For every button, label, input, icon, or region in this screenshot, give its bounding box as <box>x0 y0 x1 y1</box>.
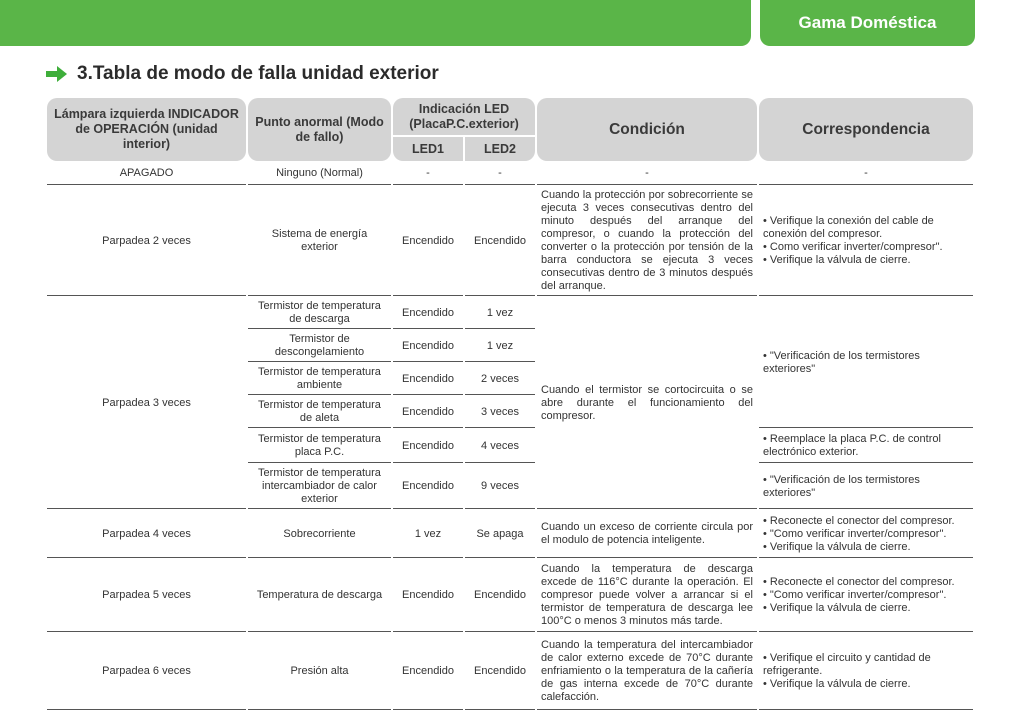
header-condition: Condición <box>537 98 757 161</box>
correspondence-item: • Verifique la válvula de cierre. <box>763 540 911 553</box>
table-row <box>47 634 973 710</box>
led1-cell: Encendido <box>393 331 463 362</box>
section-heading <box>45 60 439 88</box>
condition-cell: - <box>537 163 757 185</box>
correspondence-cell: • "Verificación de los termistores exteriores" <box>759 298 973 428</box>
led2-cell: Encendido <box>465 634 535 710</box>
correspondence-item: • Verifique la válvula de cierre. <box>763 678 911 690</box>
correspondence-cell <box>759 187 973 296</box>
arrow-right-icon <box>45 64 69 84</box>
condition-cell: Cuando la temperatura de descarga excede de 116°C durante la operación. El compresor puede volver a arrancar si el termistor de temperatura de descarga lee 100°C o menos 3 minutos más tarde. <box>537 560 757 632</box>
correspondence-item: • Reconecte el conector del compresor. <box>763 514 955 527</box>
fault-mode-table <box>45 96 975 712</box>
point-cell: Termistor de descongelamiento <box>248 331 391 362</box>
led1-cell: Encendido <box>393 560 463 632</box>
lamp-cell: Parpadea 4 veces <box>47 511 246 558</box>
table-row <box>47 187 973 296</box>
led1-cell: 1 vez <box>393 511 463 558</box>
correspondence-cell: • "Verificación de los termistores exteriores" <box>759 465 973 509</box>
correspondence-cell: • Reemplace la placa P.C. de control electrónico exterior. <box>759 430 973 463</box>
lamp-cell: Parpadea 2 veces <box>47 187 246 296</box>
point-cell: Sistema de energía exterior <box>248 187 391 296</box>
correspondence-cell <box>759 634 973 710</box>
led1-cell: Encendido <box>393 187 463 296</box>
header-lamp: Lámpara izquierda INDICADOR de OPERACIÓN (unidad interior) <box>47 98 246 161</box>
led1-cell: Encendido <box>393 465 463 509</box>
table-row <box>47 560 973 632</box>
correspondence-cell: - <box>759 163 973 185</box>
led2-cell: 4 veces <box>465 430 535 463</box>
brand-tab: Gama Doméstica <box>760 0 975 46</box>
point-cell: Presión alta <box>248 634 391 710</box>
led2-cell: 2 veces <box>465 364 535 395</box>
led1-cell: Encendido <box>393 397 463 428</box>
condition-cell: Cuando un exceso de corriente circula por el modulo de potencia inteligente. <box>537 511 757 558</box>
correspondence-item: • "Como verificar inverter/compresor". <box>763 527 947 540</box>
led2-cell: 1 vez <box>465 298 535 329</box>
lamp-cell: Parpadea 5 veces <box>47 560 246 632</box>
led1-cell: Encendido <box>393 298 463 329</box>
led1-cell: Encendido <box>393 634 463 710</box>
point-cell: Termistor de temperatura intercambiador de calor exterior <box>248 465 391 509</box>
led2-cell: Se apaga <box>465 511 535 558</box>
header-led1: LED1 <box>393 137 463 161</box>
point-cell: Termistor de temperatura de aleta <box>248 397 391 428</box>
correspondence-cell <box>759 511 973 558</box>
point-cell: Termistor de temperatura de descarga <box>248 298 391 329</box>
led2-cell: 1 vez <box>465 331 535 362</box>
led2-cell: 9 veces <box>465 465 535 509</box>
header-correspondence: Correspondencia <box>759 98 973 161</box>
correspondence-item: • Como verificar inverter/compresor". <box>763 241 943 253</box>
led2-cell: Encendido <box>465 187 535 296</box>
led2-cell: - <box>465 163 535 185</box>
section-title: 3.Tabla de modo de falla unidad exterior <box>77 63 439 84</box>
table-row <box>47 298 973 329</box>
table-row <box>47 163 973 185</box>
correspondence-item: • Verifique el circuito y cantidad de refrigerante. <box>763 652 931 677</box>
correspondence-item: • Verifique la válvula de cierre. <box>763 254 911 266</box>
lamp-cell: Parpadea 3 veces <box>47 298 246 509</box>
led1-cell: - <box>393 163 463 185</box>
lamp-cell: APAGADO <box>47 163 246 185</box>
led1-cell: Encendido <box>393 430 463 463</box>
header-led2: LED2 <box>465 137 535 161</box>
header-abnormal-point: Punto anormal (Modo de fallo) <box>248 98 391 161</box>
table-row <box>47 511 973 558</box>
led2-cell: 3 veces <box>465 397 535 428</box>
point-cell: Sobrecorriente <box>248 511 391 558</box>
header-led-group: Indicación LED (PlacaP.C.exterior) <box>393 98 535 135</box>
correspondence-item: • "Como verificar inverter/compresor". <box>763 589 947 601</box>
condition-cell: Cuando la temperatura del intercambiador de calor externo excede de 70°C durante enfriamiento o la temperatura de la cañería de gas interna excede de 70°C durante calefacción. <box>537 634 757 710</box>
correspondence-cell <box>759 560 973 632</box>
lamp-cell: Parpadea 6 veces <box>47 634 246 710</box>
point-cell: Ninguno (Normal) <box>248 163 391 185</box>
correspondence-item: • Reconecte el conector del compresor. <box>763 576 955 588</box>
led2-cell: Encendido <box>465 560 535 632</box>
condition-cell: Cuando el termistor se cortocircuita o se abre durante el funcionamiento del compresor. <box>537 298 757 509</box>
correspondence-item: • Verifique la válvula de cierre. <box>763 602 911 614</box>
led1-cell: Encendido <box>393 364 463 395</box>
point-cell: Termistor de temperatura placa P.C. <box>248 430 391 463</box>
correspondence-item: • Verifique la conexión del cable de conexión del compresor. <box>763 215 934 240</box>
point-cell: Termistor de temperatura ambiente <box>248 364 391 395</box>
point-cell: Temperatura de descarga <box>248 560 391 632</box>
condition-cell: Cuando la protección por sobrecorriente se ejecuta 3 veces consecutivas dentro del minuto después del arranque del compresor, o cuando la protección del converter o la protección por tensión de la barra conductora se ejecuta 3 veces consecutivas dentro de 3 minutos después del arranque. <box>537 187 757 296</box>
header-band <box>0 0 751 46</box>
